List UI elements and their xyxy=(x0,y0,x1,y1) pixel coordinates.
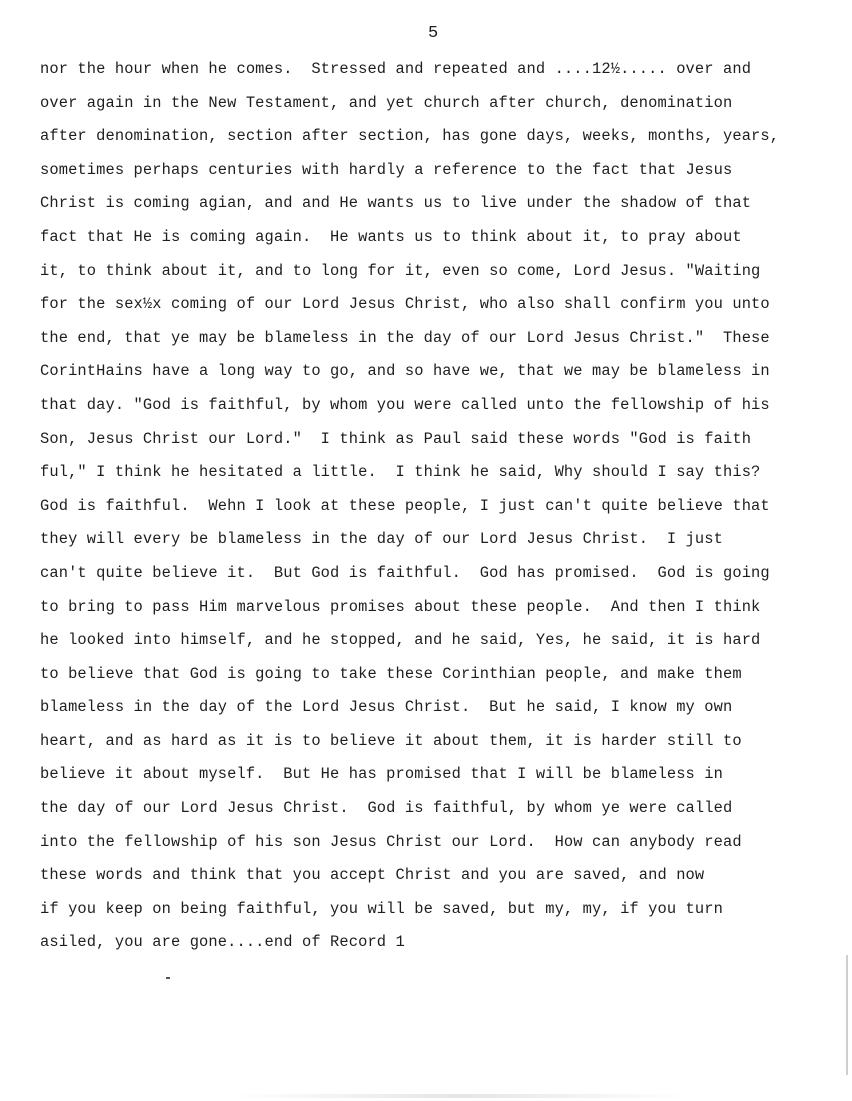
scan-bottom-shadow xyxy=(230,1094,690,1098)
text-line: after denomination, section after section, has gone days, weeks, months, years, xyxy=(40,127,780,146)
text-line: if you keep on being faithful, you will be saved, but my, my, if you turn xyxy=(40,899,723,918)
text-line: into the fellowship of his son Jesus Christ our Lord. How can anybody read xyxy=(40,832,742,851)
text-line: that day. "God is faithful, by whom you were called unto the fellowship of his xyxy=(40,395,770,414)
text-line: for the sex½x coming of our Lord Jesus Christ, who also shall confirm you unto xyxy=(40,295,770,314)
text-line: nor the hour when he comes. Stressed and repeated and ....12½..... over and xyxy=(40,60,752,78)
text-line: asiled, you are gone....end of Record 1 xyxy=(40,933,405,952)
text-line: these words and think that you accept Christ and you are saved, and now xyxy=(40,866,705,885)
text-line: heart, and as hard as it is to believe it about them, it is harder still to xyxy=(40,731,742,750)
text-line: sometimes perhaps centuries with hardly a reference to the fact that Jesus xyxy=(40,160,733,179)
text-line: blameless in the day of the Lord Jesus Christ. But he said, I know my own xyxy=(40,698,733,717)
text-line: Son, Jesus Christ our Lord." I think as Paul said these words "God is faith xyxy=(40,429,752,448)
text-line: it, to think about it, and to long for it, even so come, Lord Jesus. "Waiting xyxy=(40,261,761,280)
text-line: the end, that ye may be blameless in the day of our Lord Jesus Christ." These xyxy=(40,328,770,347)
text-line: he looked into himself, and he stopped, and he said, Yes, he said, it is hard xyxy=(40,631,761,650)
text-line: fact that He is coming again. He wants us to think about it, to pray about xyxy=(40,227,742,246)
text-line: to believe that God is going to take these Corinthian people, and make them xyxy=(40,664,742,683)
scan-speck xyxy=(166,977,170,979)
body-text xyxy=(40,58,840,965)
text-line: to bring to pass Him marvelous promises about these people. And then I think xyxy=(40,597,761,616)
text-line: ful," I think he hesitated a little. I think he said, Why should I say this? xyxy=(40,463,761,482)
text-line: Christ is coming agian, and and He wants us to live under the shadow of that xyxy=(40,194,752,213)
page-number: 5 xyxy=(428,24,439,43)
text-line: the day of our Lord Jesus Christ. God is faithful, by whom ye were called xyxy=(40,799,733,818)
text-line: CorintHains have a long way to go, and so have we, that we may be blameless in xyxy=(40,362,770,381)
text-line: over again in the New Testament, and yet church after church, denomination xyxy=(40,93,733,112)
scan-edge-mark xyxy=(846,955,848,1075)
text-line: they will every be blameless in the day of our Lord Jesus Christ. I just xyxy=(40,530,723,549)
text-line: can't quite believe it. But God is faithful. God has promised. God is going xyxy=(40,563,770,582)
text-line: believe it about myself. But He has promised that I will be blameless in xyxy=(40,765,723,784)
text-line: God is faithful. Wehn I look at these people, I just can't quite believe that xyxy=(40,496,770,515)
